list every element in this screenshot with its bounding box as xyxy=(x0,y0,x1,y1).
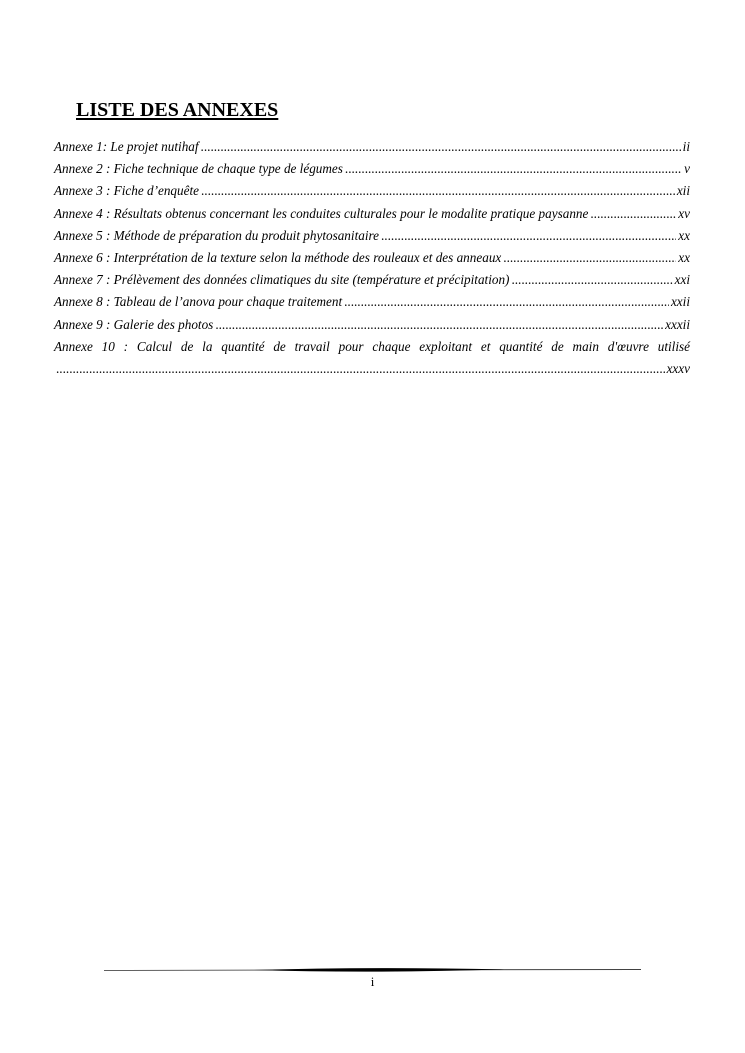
annex-page: xv xyxy=(678,205,690,221)
dot-leader xyxy=(511,269,672,291)
annex-entry-3[interactable] xyxy=(54,180,690,202)
annex-page: xxi xyxy=(674,272,690,288)
dot-leader xyxy=(590,203,676,225)
dot-leader xyxy=(201,180,675,202)
dot-leader xyxy=(201,136,681,158)
footer-divider xyxy=(104,966,641,974)
annex-entry-6[interactable] xyxy=(54,247,690,269)
annex-entry-5[interactable] xyxy=(54,225,690,247)
annex-label: Annexe 3 : Fiche d’enquête xyxy=(54,183,199,199)
annex-entry-2[interactable] xyxy=(54,158,690,180)
annex-page: xx xyxy=(678,249,690,265)
annex-label: Annexe 8 : Tableau de l’anova pour chaque traitement xyxy=(54,294,343,310)
annex-entry-1[interactable] xyxy=(54,136,690,158)
annex-page: xx xyxy=(678,227,690,243)
dot-leader xyxy=(381,225,676,247)
annex-list xyxy=(54,136,690,380)
page-title: LISTE DES ANNEXES xyxy=(76,99,279,121)
annex-entry-8[interactable] xyxy=(54,291,690,313)
annex-entry-7[interactable] xyxy=(54,269,690,291)
annex-label: Annexe 5 : Méthode de préparation du produit phytosanitaire xyxy=(54,227,379,243)
dot-leader xyxy=(503,247,676,269)
dot-leader xyxy=(344,291,669,313)
annex-label: Annexe 10 : Calcul de la quantité de travail pour chaque exploitant et quantité de main d'œuvre utilisé xyxy=(54,338,690,354)
annex-entry-4[interactable] xyxy=(54,203,690,225)
dot-leader xyxy=(345,158,682,180)
annex-page: xxii xyxy=(670,294,690,310)
annex-label: Annexe 2 : Fiche technique de chaque type de légumes xyxy=(54,161,343,177)
annex-page: xxxv xyxy=(666,360,690,376)
annex-label: Annexe 7 : Prélèvement des données climatiques du site (température et précipitation) xyxy=(54,272,510,288)
annex-label: Annexe 1: Le projet nutihaf xyxy=(54,139,199,154)
page-number: i xyxy=(370,974,375,989)
annex-page: ii xyxy=(682,139,690,154)
annex-entry-10[interactable] xyxy=(54,336,690,380)
annex-label: Annexe 9 : Galerie des photos xyxy=(54,316,214,332)
annex-page: xxxii xyxy=(665,316,690,332)
annex-label: Annexe 6 : Interprétation de la texture selon la méthode des rouleaux et des anneaux xyxy=(54,249,502,265)
annex-page: xii xyxy=(676,183,690,199)
annex-entry-9[interactable] xyxy=(54,314,690,336)
annex-page: v xyxy=(684,161,690,177)
annex-label: Annexe 4 : Résultats obtenus concernant les conduites culturales pour le modalite pratique paysanne xyxy=(54,205,589,221)
dot-leader xyxy=(56,358,665,380)
dot-leader xyxy=(215,314,663,336)
